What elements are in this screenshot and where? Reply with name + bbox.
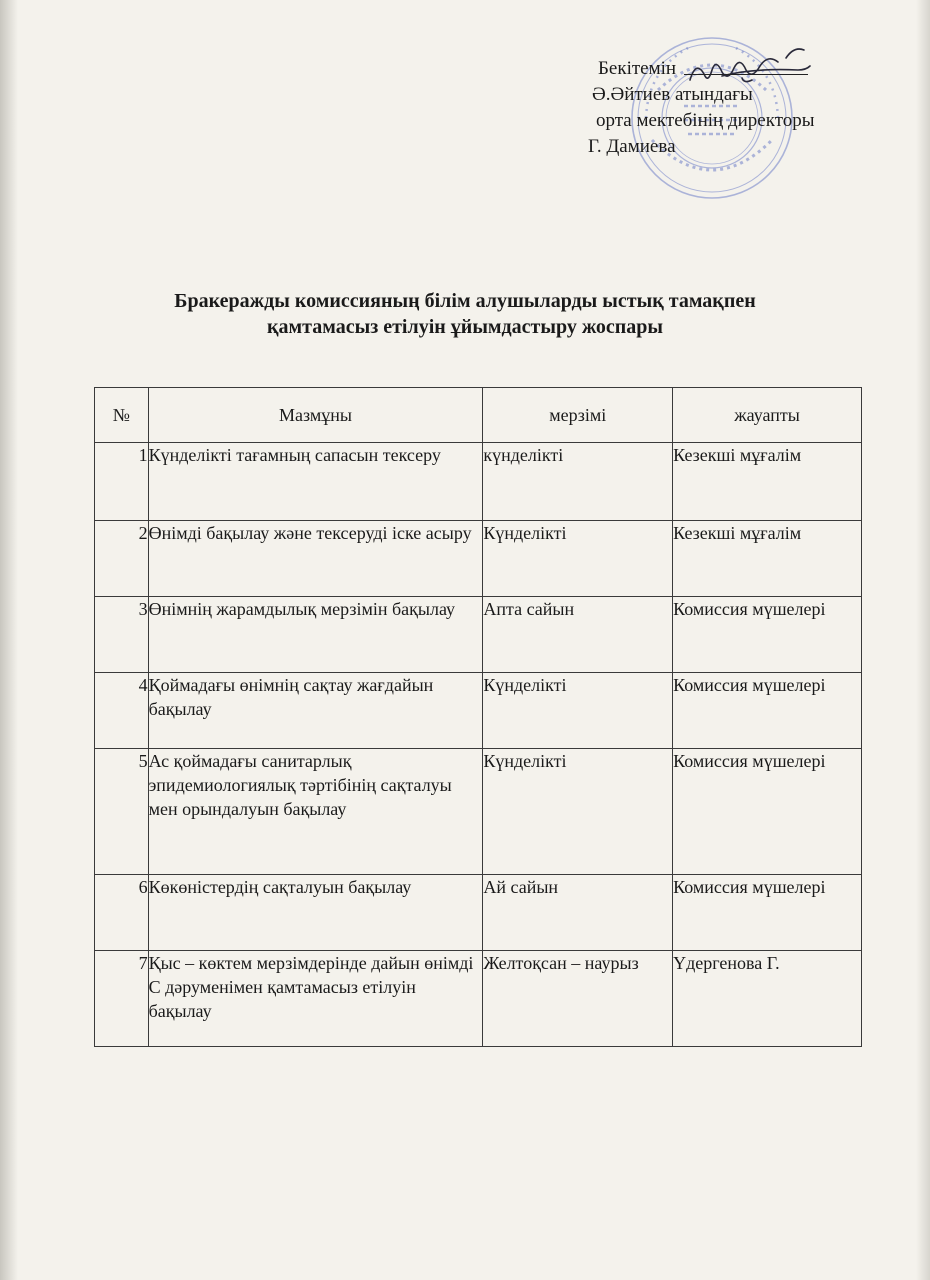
row-term: Күнделікті xyxy=(483,749,673,875)
row-term: Күнделікті xyxy=(483,521,673,597)
row-number: 7 xyxy=(95,951,149,1047)
table-row xyxy=(95,875,862,951)
row-responsible: Комиссия мүшелері xyxy=(673,597,862,673)
approval-school: Ә.Әйтиев атындағы xyxy=(592,84,753,105)
table-row xyxy=(95,673,862,749)
header-responsible: жауапты xyxy=(673,388,862,443)
table-row xyxy=(95,597,862,673)
table-row xyxy=(95,443,862,521)
header-number: № xyxy=(95,388,149,443)
row-responsible: Комиссия мүшелері xyxy=(673,673,862,749)
row-content: Қыс – көктем мерзімдерінде дайын өнімді С дәруменімен қамтамасыз етілуін бақылау xyxy=(148,951,483,1047)
document-title xyxy=(0,288,930,340)
row-responsible: Комиссия мүшелері xyxy=(673,875,862,951)
header-content: Мазмұны xyxy=(148,388,483,443)
approval-label: Бекітемін xyxy=(598,58,677,79)
row-responsible: Үдергенова Г. xyxy=(673,951,862,1047)
table-row xyxy=(95,521,862,597)
row-content: Өнімді бақылау және тексеруді іске асыру xyxy=(148,521,483,597)
row-content: Күнделікті тағамның сапасын тексеру xyxy=(148,443,483,521)
paper-edge-left xyxy=(0,0,18,1280)
row-number: 2 xyxy=(95,521,149,597)
plan-table xyxy=(94,387,862,1047)
table-header-row xyxy=(95,388,862,443)
row-term: Ай сайын xyxy=(483,875,673,951)
approval-director-name: Г. Дамиева xyxy=(588,136,676,157)
title-line-2: қамтамасыз етілуін ұйымдастыру жоспары xyxy=(267,316,663,338)
approval-block xyxy=(586,56,886,160)
approval-position: орта мектебінің директоры xyxy=(596,110,815,131)
row-term: Апта сайын xyxy=(483,597,673,673)
title-line-1: Бракеражды комиссияның білім алушыларды ыстық тамақпен xyxy=(174,290,756,312)
row-number: 5 xyxy=(95,749,149,875)
paper-edge-right xyxy=(916,0,930,1280)
table-row xyxy=(95,951,862,1047)
row-content: Қоймадағы өнімнің сақтау жағдайын бақылау xyxy=(148,673,483,749)
row-content: Ас қоймадағы санитарлық эпидемиологиялық тәртібінің сақталуы мен орындалуын бақылау xyxy=(148,749,483,875)
row-term: күнделікті xyxy=(483,443,673,521)
row-content: Көкөністердің сақталуын бақылау xyxy=(148,875,483,951)
row-term: Желтоқсан – наурыз xyxy=(483,951,673,1047)
row-number: 3 xyxy=(95,597,149,673)
row-responsible: Кезекші мұғалім xyxy=(673,443,862,521)
table-row xyxy=(95,749,862,875)
row-responsible: Кезекші мұғалім xyxy=(673,521,862,597)
row-content: Өнімнің жарамдылық мерзімін бақылау xyxy=(148,597,483,673)
row-number: 4 xyxy=(95,673,149,749)
row-responsible: Комиссия мүшелері xyxy=(673,749,862,875)
header-term: мерзімі xyxy=(483,388,673,443)
row-term: Күнделікті xyxy=(483,673,673,749)
row-number: 1 xyxy=(95,443,149,521)
row-number: 6 xyxy=(95,875,149,951)
